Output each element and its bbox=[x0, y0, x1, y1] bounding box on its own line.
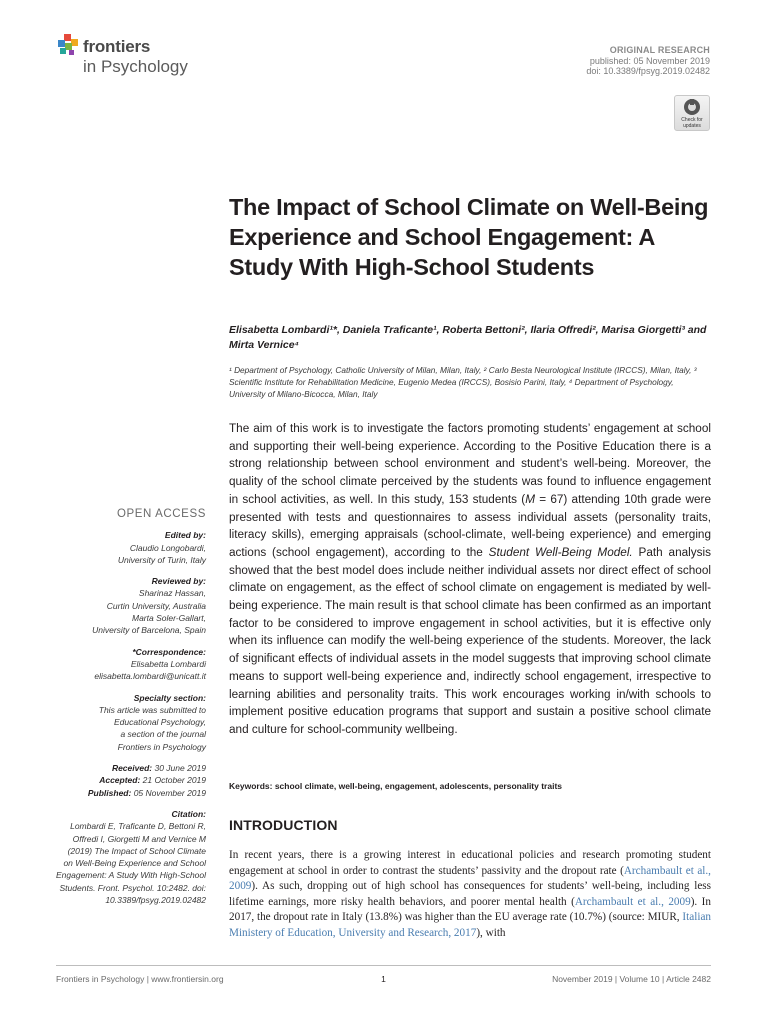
citation-link[interactable]: Archambault et al., 2009 bbox=[229, 864, 711, 892]
editor-name: Claudio Longobardi, bbox=[129, 542, 206, 553]
article-meta bbox=[586, 45, 710, 77]
check-for-updates-label: Check for updates bbox=[681, 117, 703, 129]
specialty-line: This article was submitted to bbox=[98, 704, 206, 715]
model-name: Student Well-Being Model. bbox=[488, 545, 633, 559]
abstract-part-1: The aim of this work is to investigate the factors promoting students’ engagement at school and supporting their well-being experience. According to the Positive Education there is a strong relationship between school environment and student’s well-being. Moreover, the quality of the school climate perceived by the students was found to influence engagement in school activities, as well. In this study, 153 students ( bbox=[229, 422, 711, 506]
introduction-text bbox=[229, 848, 711, 941]
published-label: Published: bbox=[87, 787, 132, 798]
doi[interactable]: doi: 10.3389/fpsyg.2019.02482 bbox=[586, 66, 710, 76]
reviewer-name: Marta Soler-Gallart, bbox=[131, 613, 206, 624]
keywords: Keywords: school climate, well-being, engagement, adolescents, personality traits bbox=[229, 781, 563, 791]
journal-name-psychology: in Psychology bbox=[83, 57, 188, 76]
correspondence-label: *Correspondence: bbox=[132, 646, 206, 657]
accepted-value: 21 October 2019 bbox=[140, 775, 206, 786]
citation-link[interactable]: Archambault et al., 2009 bbox=[574, 895, 691, 908]
specialty-line: Frontiers in Psychology bbox=[117, 741, 206, 752]
correspondence-name: Elisabetta Lombardi bbox=[130, 658, 206, 669]
reviewer-affiliation: University of Barcelona, Spain bbox=[92, 625, 206, 636]
accepted-label: Accepted: bbox=[99, 775, 141, 786]
intro-text-3: ). In 2017, the dropout rate in Italy (13.8%) was higher than the EU average rate (10.7%) (source: MIUR, bbox=[229, 895, 711, 923]
specialty-section bbox=[56, 692, 206, 753]
specialty-section-label: Specialty section: bbox=[133, 692, 206, 703]
received-value: 30 June 2019 bbox=[152, 763, 206, 774]
sidebar bbox=[56, 508, 206, 915]
edited-by bbox=[56, 529, 206, 566]
reviewed-by-label: Reviewed by: bbox=[151, 576, 206, 587]
footer-issue: November 2019 | Volume 10 | Article 2482 bbox=[552, 974, 711, 984]
received-date bbox=[56, 762, 206, 774]
correspondence-email[interactable]: elisabetta.lombardi@unicatt.it bbox=[94, 671, 206, 682]
article-type: ORIGINAL RESEARCH bbox=[609, 45, 710, 55]
journal-logo bbox=[56, 34, 206, 82]
frontiers-logo-icon bbox=[56, 34, 80, 58]
intro-text-4: ), with bbox=[476, 926, 506, 939]
specialty-line: a section of the journal bbox=[120, 729, 206, 740]
reviewer-name: Sharinaz Hassan, bbox=[138, 588, 206, 599]
citation-text: Lombardi E, Traficante D, Bettoni R, Offredi I, Giorgetti M and Vernice M (2019) The Impact of School Climate on Well-Being Experience and School Engagement: A Study With High-School Students. Front. Psychol. 10:2482. doi: 10.3389/fpsyg.2019.02482 bbox=[56, 821, 207, 906]
specialty-line: Educational Psychology, bbox=[114, 717, 206, 728]
intro-text-2: ). As such, dropping out of high school has consequences for students’ well-being, including less lifetime earnings, more risky health behaviors, and poorer mental health ( bbox=[229, 880, 711, 908]
published-value: 05 November 2019 bbox=[131, 787, 206, 798]
accepted-date bbox=[56, 774, 206, 786]
received-label: Received: bbox=[111, 763, 153, 774]
footer-journal[interactable]: Frontiers in Psychology | www.frontiersin.org bbox=[56, 974, 224, 984]
reviewer-affiliation: Curtin University, Australia bbox=[106, 600, 206, 611]
intro-text-1: In recent years, there is a growing interest in educational policies and research promoting student engagement at school in order to contrast the students’ passivity and the dropout rate ( bbox=[229, 849, 711, 877]
journal-name-frontiers: frontiers bbox=[83, 37, 151, 56]
page-number: 1 bbox=[381, 974, 386, 984]
edited-by-label: Edited by: bbox=[164, 530, 206, 541]
correspondence bbox=[56, 646, 206, 683]
citation-link[interactable]: Italian Ministery of Education, University and Research, 2017 bbox=[229, 911, 711, 939]
abstract bbox=[229, 420, 711, 739]
check-for-updates-badge[interactable] bbox=[674, 95, 710, 131]
article-title: The Impact of School Climate on Well-Being Experience and School Engagement: A Study With High-School Students bbox=[229, 194, 709, 280]
citation bbox=[56, 808, 206, 906]
open-access-label: OPEN ACCESS bbox=[116, 508, 206, 520]
page-footer bbox=[56, 965, 711, 984]
abstract-part-2: = 67) attending 10th grade were presented with tests and questionnaires to assess individual assets (personality traits, literacy skills), emerging appraisals (school-climate, well-being experience) and emerging actions (school engagement), according to the bbox=[229, 492, 711, 559]
crossmark-icon bbox=[675, 96, 709, 118]
reviewed-by bbox=[56, 575, 206, 636]
dates bbox=[56, 762, 206, 799]
editor-affiliation: University of Turin, Italy bbox=[117, 554, 206, 565]
abstract-part-3: Path analysis showed that the best model does include neither individual assets nor direct effect of school climate on engagement, as the effect of school climate on engagement is mediated by well-being experience. The main result is that school climate has been confirmed as an important factor to be considered to improve engagement in school activities, but it is effective only when its influence can modify the well-being experience of the students. Moreover, the lack of significant effects of individual assets in the model suggests that improving school climate means to support well-being experience and, indirectly school engagement, irrespective to learning abilities and personality traits. This work encourages working in/with schools to implement positive education programs that support and sustain a positive school climate and culture for school-community wellbeing. bbox=[229, 545, 711, 736]
published-date: published: 05 November 2019 bbox=[589, 55, 710, 66]
mean-symbol: M bbox=[525, 492, 535, 506]
author-list: Elisabetta Lombardi¹*, Daniela Traficante¹, Roberta Bettoni², Ilaria Offredi², Marisa Giorgetti³ and Mirta Vernice⁴ bbox=[229, 324, 707, 351]
affiliations: ¹ Department of Psychology, Catholic University of Milan, Milan, Italy, ² Carlo Besta Neurological Institute (IRCCS), Milan, Italy, ³ Scientific Institute for Rehabilitation Medicine, Eugenio Medea (IRCCS), Bosisio Parini, Italy, ⁴ Department of Psychology, University of Milano-Bicocca, Milan, Italy bbox=[229, 365, 697, 399]
citation-label: Citation: bbox=[171, 808, 206, 819]
introduction-heading: INTRODUCTION bbox=[229, 817, 338, 833]
published-date-side bbox=[56, 787, 206, 799]
